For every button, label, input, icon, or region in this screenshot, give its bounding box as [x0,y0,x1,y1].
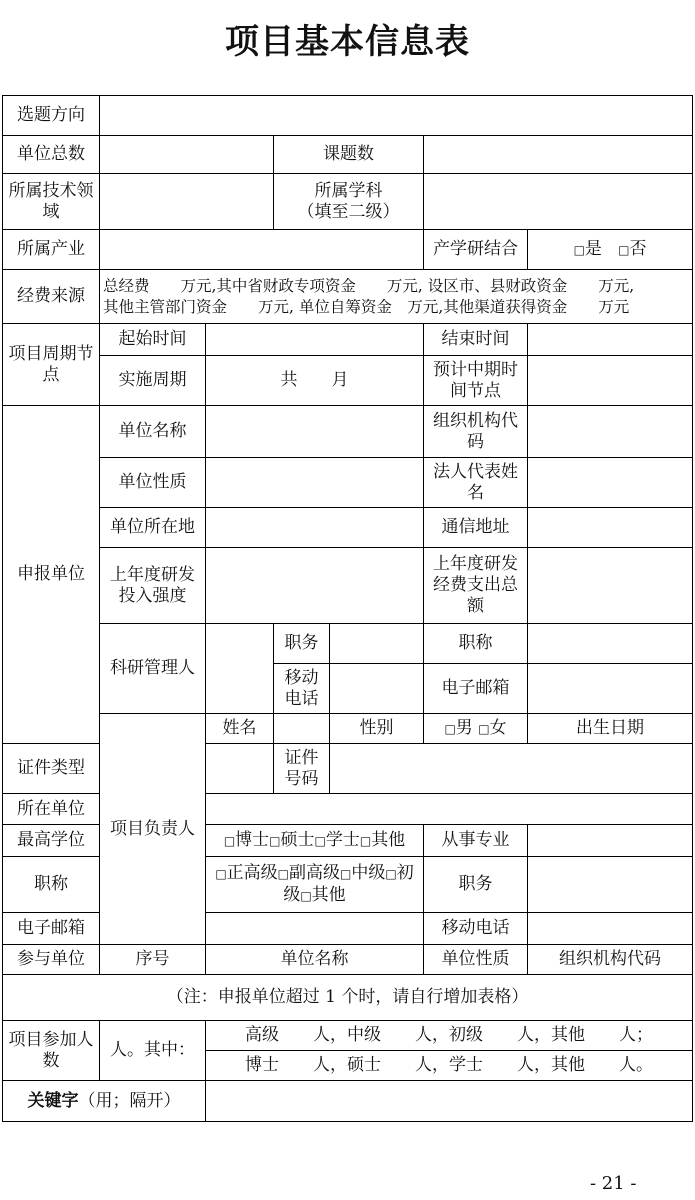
leader-title-label: 职称 [3,857,100,913]
org-code-label: 组织机构代码 [424,406,528,458]
keywords-field[interactable] [206,1081,693,1122]
industry-field[interactable] [100,230,424,270]
iur-options [528,230,693,270]
unit-name-label: 单位名称 [100,406,206,458]
gender-label: 性别 [330,714,424,744]
discipline-label-hint: （填至二级） [297,201,400,222]
tech-field-field[interactable] [100,174,274,230]
rd-total-label: 上年度研发经费支出总额 [424,548,528,624]
keywords-label [3,1081,206,1122]
keywords-label-hint: （用；隔开） [78,1090,181,1111]
funding-source-label: 经费来源 [3,270,100,324]
manager-label: 科研管理人 [100,624,206,714]
gender-male-label: 男 [455,717,473,738]
funding-source-field[interactable] [100,270,693,324]
gender-options [424,714,528,744]
major-field[interactable] [528,825,693,857]
title-junior-label: 初 [396,862,414,883]
rd-intensity-label: 上年度研发投入强度 [100,548,206,624]
midterm-label: 预计中期时间节点 [424,356,528,406]
major-label: 从事专业 [424,825,528,857]
id-type-label: 证件类型 [3,744,100,794]
discipline-label [274,174,424,230]
start-time-field[interactable] [206,324,424,356]
degree-options [206,825,424,857]
rd-intensity-field[interactable] [206,548,424,624]
page-number: - 21 - [590,1173,637,1194]
address-field[interactable] [528,508,693,548]
id-type-field[interactable] [206,744,274,794]
degree-doctor-checkbox[interactable] [224,830,235,850]
topic-count-label: 课题数 [274,136,424,174]
col-name-header: 单位名称 [206,945,424,975]
degree-other-checkbox[interactable] [360,830,371,850]
iur-yes-checkbox[interactable] [574,239,585,259]
legal-rep-label: 法人代表姓名 [424,458,528,508]
leader-position-label: 职务 [424,857,528,913]
manager-position-label: 职务 [274,624,330,664]
location-field[interactable] [206,508,424,548]
title-junior-checkbox[interactable] [385,863,396,883]
industry-label: 所属产业 [3,230,100,270]
tech-field-label: 所属技术领域 [3,174,100,230]
manager-name-field[interactable] [206,624,274,714]
degree-doctor-label: 博士 [235,829,270,850]
leader-name-field[interactable] [274,714,330,744]
title-senior-checkbox[interactable] [215,863,226,883]
legal-rep-field[interactable] [528,458,693,508]
leader-email-field[interactable] [206,913,424,945]
manager-mobile-field[interactable] [330,664,424,714]
id-no-field[interactable] [330,744,693,794]
org-code-field[interactable] [528,406,693,458]
gender-female-checkbox[interactable] [478,718,489,738]
start-time-label: 起始时间 [100,324,206,356]
funding-line-1: 总经费 万元,其中省财政专项资金 万元, 设区市、县财政资金 万元, [103,276,635,295]
unit-total-field[interactable] [100,136,274,174]
gender-male-checkbox[interactable] [444,718,455,738]
degree-other-label: 其他 [371,829,406,850]
id-no-label: 证件号码 [274,744,330,794]
staff-label: 项目参加人数 [3,1021,100,1081]
applicant-group-label: 申报单位 [3,406,100,744]
degree-master-checkbox[interactable] [269,830,280,850]
degree-bachelor-label: 学士 [325,829,360,850]
unit-nature-label: 单位性质 [100,458,206,508]
rd-total-field[interactable] [528,548,693,624]
iur-no-checkbox[interactable] [618,239,629,259]
iur-no-label: 否 [629,238,647,259]
leader-name-label: 姓名 [206,714,274,744]
unit-nature-field[interactable] [206,458,424,508]
leader-position-field[interactable] [528,857,693,913]
staff-level-line[interactable]: 高级 人，中级 人，初级 人，其他 人； [206,1021,693,1051]
title-senior-label: 正高级 [226,862,278,883]
keywords-label-main: 关键字 [27,1090,79,1111]
impl-period-label: 实施周期 [100,356,206,406]
location-label: 单位所在地 [100,508,206,548]
page-title: 项目基本信息表 [225,22,470,62]
midterm-field[interactable] [528,356,693,406]
work-unit-field[interactable] [206,794,693,825]
participants-note: （注：申报单位超过 1 个时，请自行增加表格） [3,975,693,1021]
manager-title-label: 职称 [424,624,528,664]
participants-header: 参与单位 [3,945,100,975]
gender-female-label: 女 [489,717,507,738]
col-no-header: 序号 [100,945,206,975]
degree-bachelor-checkbox[interactable] [315,830,326,850]
degree-label: 最高学位 [3,825,100,857]
leader-title-options [206,857,424,913]
staff-total-field[interactable]: 人。其中： [100,1021,206,1081]
title-mid-label: 中级 [351,862,386,883]
manager-email-label: 电子邮箱 [424,664,528,714]
discipline-label-main: 所属学科 [314,180,383,201]
unit-name-field[interactable] [206,406,424,458]
manager-mobile-label: 移动电话 [274,664,330,714]
title-other-label: 其他 [311,884,346,905]
topic-direction-label: 选题方向 [3,96,100,136]
period-label: 项目周期节点 [3,324,100,406]
manager-position-field[interactable] [330,624,424,664]
col-code-header: 组织机构代码 [528,945,693,975]
col-nature-header: 单位性质 [424,945,528,975]
impl-period-field[interactable]: 共 月 [206,356,424,406]
address-label: 通信地址 [424,508,528,548]
unit-total-label: 单位总数 [3,136,100,174]
end-time-field[interactable] [528,324,693,356]
topic-direction-field[interactable] [100,96,693,136]
discipline-field[interactable] [424,174,693,230]
leader-group-label: 项目负责人 [100,714,206,945]
title-other-checkbox[interactable] [300,885,311,905]
title-vice-senior-checkbox[interactable] [278,863,289,883]
leader-email-label: 电子邮箱 [3,913,100,945]
birth-label: 出生日期 [528,714,693,744]
leader-mobile-label: 移动电话 [424,913,528,945]
title-mid-checkbox[interactable] [340,863,351,883]
title-junior-label-cont: 级 [283,884,301,905]
staff-degree-line[interactable]: 博士 人，硕士 人，学士 人，其他 人。 [206,1051,693,1081]
project-info-form [2,95,693,1122]
manager-email-field[interactable] [528,664,693,714]
topic-count-field[interactable] [424,136,693,174]
end-time-label: 结束时间 [424,324,528,356]
degree-master-label: 硕士 [280,829,315,850]
iur-yes-label: 是 [584,238,602,259]
funding-line-2: 其他主管部门资金 万元, 单位自筹资金 万元,其他渠道获得资金 万元 [103,297,630,316]
manager-title-field[interactable] [528,624,693,664]
leader-mobile-field[interactable] [528,913,693,945]
iur-label: 产学研结合 [424,230,528,270]
title-vice-senior-label: 副高级 [289,862,340,883]
work-unit-label: 所在单位 [3,794,100,825]
